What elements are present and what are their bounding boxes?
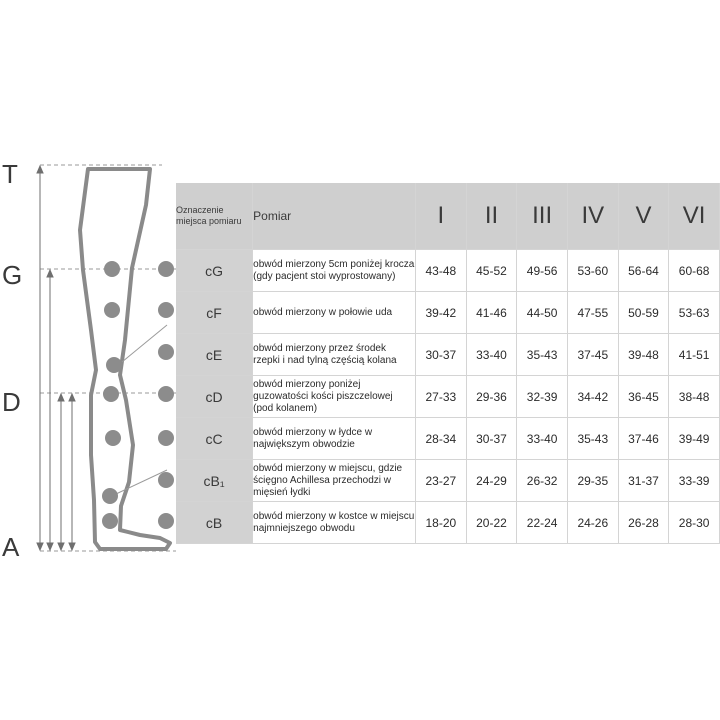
row-code: cC (176, 418, 253, 460)
row-code: cG (176, 250, 253, 292)
size-header: V (618, 183, 669, 250)
size-value: 24-26 (567, 502, 618, 544)
size-value: 43-48 (416, 250, 467, 292)
measure-line-d-a-1 (58, 394, 64, 550)
size-value: 20-22 (466, 502, 517, 544)
measure-line-t-a (37, 166, 43, 550)
row-description: obwód mierzony w miejscu, gdzie ścięgno Achillesa przechodzi w mięsień łydki (253, 460, 416, 502)
marker-cf-right (158, 302, 174, 318)
table-row (176, 376, 720, 418)
label-t: T (2, 159, 18, 189)
marker-cb1-right (158, 472, 174, 488)
table-row (176, 292, 720, 334)
row-code: cF (176, 292, 253, 334)
size-value: 34-42 (567, 376, 618, 418)
size-value: 56-64 (618, 250, 669, 292)
size-value: 30-37 (466, 418, 517, 460)
size-value: 28-30 (669, 502, 720, 544)
marker-ce-right (158, 344, 174, 360)
row-code: cB₁ (176, 460, 253, 502)
size-value: 37-46 (618, 418, 669, 460)
size-value: 22-24 (517, 502, 568, 544)
size-value: 24-29 (466, 460, 517, 502)
size-value: 33-40 (517, 418, 568, 460)
size-value: 29-35 (567, 460, 618, 502)
size-value: 36-45 (618, 376, 669, 418)
size-header: VI (669, 183, 720, 250)
measure-header: Pomiar (253, 183, 416, 250)
size-value: 27-33 (416, 376, 467, 418)
size-value: 60-68 (669, 250, 720, 292)
size-value: 23-27 (416, 460, 467, 502)
table-row (176, 418, 720, 460)
table-row (176, 502, 720, 544)
row-description: obwód mierzony przez środek rzepki i nad tylną częścią kolana (253, 334, 416, 376)
size-table (176, 183, 720, 544)
row-description: obwód mierzony w kostce w miejscu najmniejszego obwodu (253, 502, 416, 544)
size-value: 35-43 (567, 418, 618, 460)
marker-cf-left (104, 302, 120, 318)
size-value: 31-37 (618, 460, 669, 502)
size-value: 39-42 (416, 292, 467, 334)
measure-line-g-a (47, 270, 53, 550)
marker-cd-right (158, 386, 174, 402)
size-value: 49-56 (517, 250, 568, 292)
size-value: 33-40 (466, 334, 517, 376)
size-value: 30-37 (416, 334, 467, 376)
label-d: D (2, 387, 21, 417)
table-row (176, 250, 720, 292)
size-header: III (517, 183, 568, 250)
size-value: 26-28 (618, 502, 669, 544)
table-header-row (176, 183, 720, 250)
marker-cg-right (158, 261, 174, 277)
marker-cb-left (102, 513, 118, 529)
marker-cb-right (158, 513, 174, 529)
size-value: 33-39 (669, 460, 720, 502)
marker-ce-left (106, 357, 122, 373)
table-row (176, 460, 720, 502)
size-value: 39-48 (618, 334, 669, 376)
code-header: Oznaczenie miejsca pomiaru (176, 183, 253, 250)
marker-cb1-left (102, 488, 118, 504)
size-header: IV (567, 183, 618, 250)
size-value: 28-34 (416, 418, 467, 460)
size-value: 26-32 (517, 460, 568, 502)
row-code: cB (176, 502, 253, 544)
size-value: 44-50 (517, 292, 568, 334)
size-value: 53-60 (567, 250, 618, 292)
size-value: 38-48 (669, 376, 720, 418)
marker-cc-left (105, 430, 121, 446)
size-value: 32-39 (517, 376, 568, 418)
marker-cg-left (104, 261, 120, 277)
measure-line-d-a-2 (69, 394, 75, 550)
size-value: 37-45 (567, 334, 618, 376)
row-description: obwód mierzony w łydce w największym obwodzie (253, 418, 416, 460)
table-row (176, 334, 720, 376)
size-value: 18-20 (416, 502, 467, 544)
size-header: I (416, 183, 467, 250)
row-description: obwód mierzony w połowie uda (253, 292, 416, 334)
label-g: G (2, 260, 23, 290)
size-value: 45-52 (466, 250, 517, 292)
size-value: 53-63 (669, 292, 720, 334)
label-a: A (2, 532, 20, 562)
size-value: 35-43 (517, 334, 568, 376)
size-value: 50-59 (618, 292, 669, 334)
row-code: cE (176, 334, 253, 376)
size-value: 47-55 (567, 292, 618, 334)
size-header: II (466, 183, 517, 250)
marker-cc-right (158, 430, 174, 446)
size-value: 41-46 (466, 292, 517, 334)
row-description: obwód mierzony poniżej guzowatości kości piszczelowej (pod kolanem) (253, 376, 416, 418)
size-value: 41-51 (669, 334, 720, 376)
size-value: 29-36 (466, 376, 517, 418)
size-value: 39-49 (669, 418, 720, 460)
row-description: obwód mierzony 5cm poniżej krocza (gdy pacjent stoi wyprostowany) (253, 250, 416, 292)
marker-cd-left (103, 386, 119, 402)
row-code: cD (176, 376, 253, 418)
